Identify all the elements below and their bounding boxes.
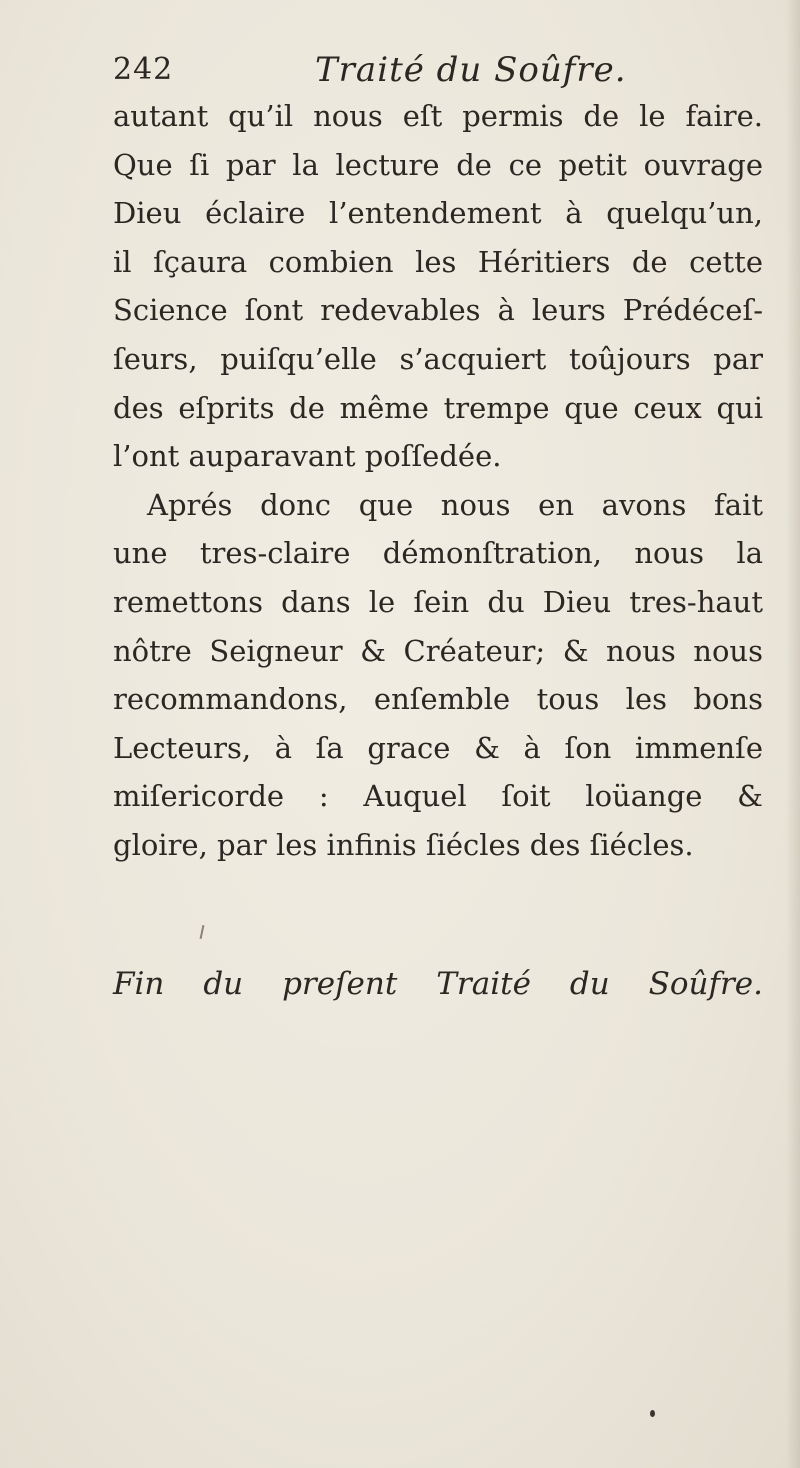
running-title: Traité du Soûfre. bbox=[315, 50, 627, 90]
colophon: Fin du preſent Traité du Soûfre. bbox=[113, 966, 763, 1002]
text-line: nôtre Seigneur & Créateur; & nous nous bbox=[113, 633, 763, 668]
body-text bbox=[113, 92, 763, 870]
page-number: 242 bbox=[113, 52, 174, 87]
text-line: il ſçaura combien les Héritiers de cette bbox=[113, 244, 763, 279]
text-line: Science ſont redevables à leurs Prédéceſ- bbox=[113, 293, 763, 328]
page-edge-shadow bbox=[786, 0, 800, 1468]
text-line: recommandons, enſemble tous les bons bbox=[113, 682, 763, 717]
text-line: Que ſi par la lecture de ce petit ouvrage bbox=[113, 147, 763, 182]
running-head bbox=[113, 50, 753, 96]
ink-dot bbox=[650, 1410, 655, 1417]
text-line: ſeurs, puiſqu’elle s’acquiert toûjours par bbox=[113, 341, 763, 376]
text-line: miſericorde : Auquel ſoit loüange & bbox=[113, 779, 763, 814]
text-line: des eſprits de même trempe que ceux qui bbox=[113, 390, 763, 425]
text-line: une tres-claire démonſtration, nous la bbox=[113, 536, 763, 571]
ink-speck bbox=[200, 925, 205, 939]
text-line: Lecteurs, à ſa grace & à ſon immenſe bbox=[113, 730, 763, 765]
text-line: gloire, par les infinis ſiécles des ſiécles. bbox=[113, 827, 694, 862]
text-line: remettons dans le ſein du Dieu tres-haut bbox=[113, 584, 763, 619]
text-line: l’ont auparavant poſſedée. bbox=[113, 439, 502, 474]
text-line: Dieu éclaire l’entendement à quelqu’un, bbox=[113, 196, 763, 231]
text-line: autant qu’il nous eſt permis de le faire. bbox=[113, 99, 763, 133]
text-line: Aprés donc que nous en avons fait bbox=[147, 487, 763, 522]
